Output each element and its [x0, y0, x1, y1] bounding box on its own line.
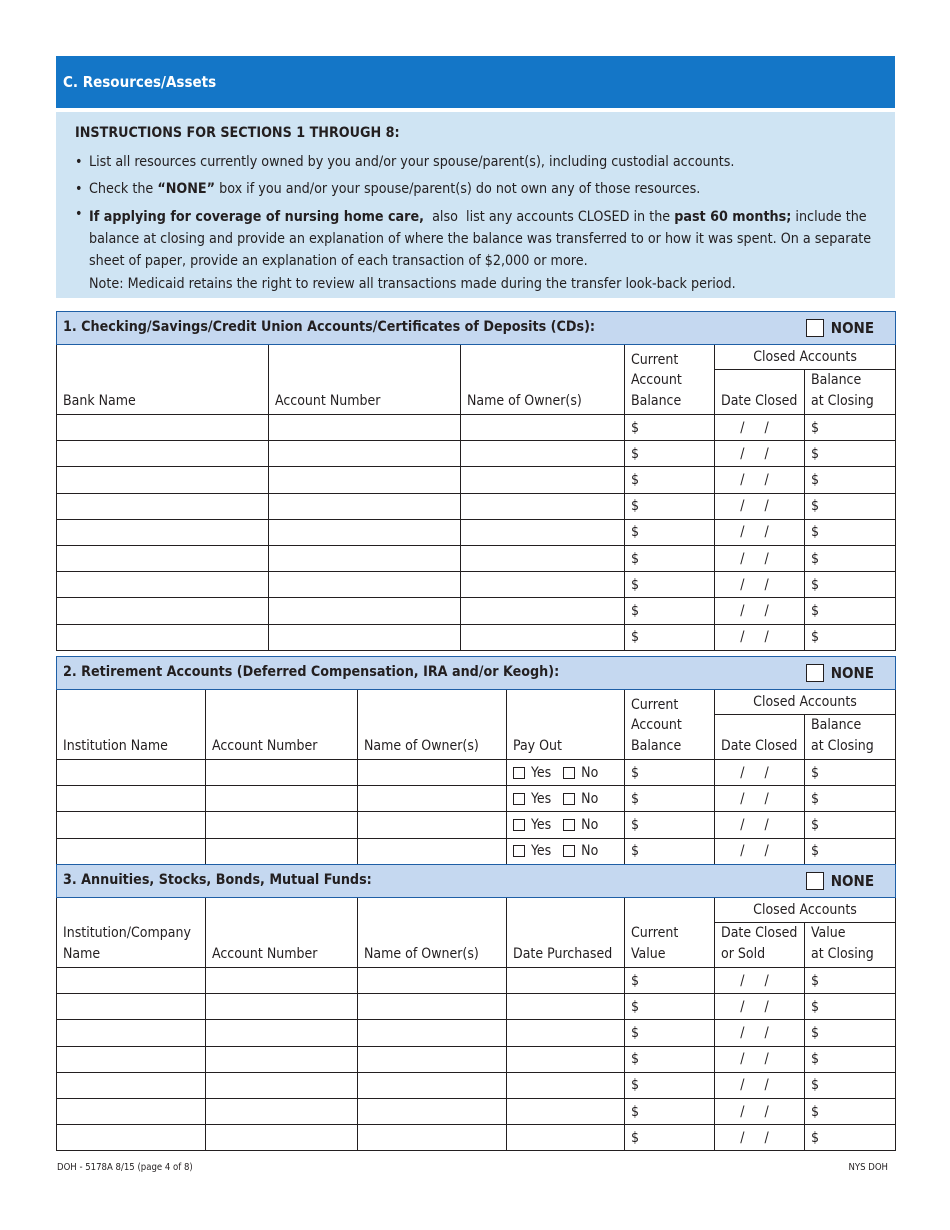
institution-name-field[interactable] — [57, 968, 206, 994]
current-balance-field[interactable]: $ — [625, 812, 715, 838]
owner-field[interactable] — [358, 1046, 507, 1072]
col-date-purchased: Date Purchased — [507, 898, 625, 968]
payout-field — [507, 760, 625, 786]
section2-title: 2. Retirement Accounts (Deferred Compensation, IRA and/or Keogh): — [63, 664, 560, 680]
table-row — [57, 572, 896, 598]
institution-name-field[interactable] — [57, 838, 206, 864]
instructions-title: INSTRUCTIONS FOR SECTIONS 1 THROUGH 8: — [75, 125, 400, 141]
bank-name-field[interactable] — [57, 493, 269, 519]
owner-field[interactable] — [358, 968, 507, 994]
col-current-value: Current Value — [625, 898, 715, 968]
current-value-field[interactable]: $ — [625, 968, 715, 994]
table-row — [57, 760, 896, 786]
col-account-number: Account Number — [269, 345, 461, 415]
value-closing-field[interactable]: $ — [805, 1098, 896, 1124]
date-slashes: / / — [740, 498, 769, 515]
account-number-field[interactable] — [206, 1046, 358, 1072]
current-balance-field[interactable]: $ — [625, 493, 715, 519]
balance-closing-field[interactable]: $ — [805, 519, 896, 545]
yes-checkbox[interactable] — [513, 819, 525, 831]
balance-closing-field[interactable]: $ — [805, 760, 896, 786]
current-value-field[interactable]: $ — [625, 1125, 715, 1151]
table-row — [57, 624, 896, 650]
section1-title-row — [57, 312, 896, 345]
table-row — [57, 968, 896, 994]
section2-table — [56, 656, 896, 865]
col-closed-accounts: Closed Accounts — [715, 898, 896, 923]
table-row — [57, 441, 896, 467]
account-number-field[interactable] — [206, 786, 358, 812]
table-row — [57, 812, 896, 838]
instruction-item: • If applying for coverage of nursing home care, also list any accounts CLOSED in the past 60 months; include the balance at closing and provide an explanation of where the balance was transferred to or how it was spent. On a separate sheet of paper, provide an explanation of each transaction of $2,000 or more. Note: Medicaid retains the right to review all transactions made during the transfer look-back period. — [75, 203, 895, 295]
date-slashes: / / — [740, 998, 769, 1015]
owner-field[interactable] — [461, 519, 625, 545]
date-slashes: / / — [740, 629, 769, 646]
date-closed-field[interactable] — [715, 1020, 805, 1046]
form-id: DOH - 5178A 8/15 (page 4 of 8) — [57, 1162, 193, 1173]
owner-field[interactable] — [461, 415, 625, 441]
col-date-closed: Date Closed — [715, 715, 805, 760]
owner-field[interactable] — [461, 624, 625, 650]
date-closed-field[interactable] — [715, 968, 805, 994]
payout-yes-option[interactable]: Yes — [513, 817, 551, 833]
section2-title-row — [57, 657, 896, 690]
owner-field[interactable] — [358, 1020, 507, 1046]
bank-name-field[interactable] — [57, 598, 269, 624]
account-number-field[interactable] — [269, 415, 461, 441]
institution-name-field[interactable] — [57, 812, 206, 838]
owner-field[interactable] — [461, 441, 625, 467]
owner-field[interactable] — [461, 572, 625, 598]
owner-field[interactable] — [358, 1125, 507, 1151]
table-row — [57, 1020, 896, 1046]
col-payout: Pay Out — [507, 690, 625, 760]
yes-checkbox[interactable] — [513, 845, 525, 857]
bank-name-field[interactable] — [57, 572, 269, 598]
col-value-closing: Value at Closing — [805, 923, 896, 968]
col-date-closed: Date Closed — [715, 370, 805, 415]
table-row — [57, 786, 896, 812]
instructions-list — [75, 149, 895, 295]
section3-table — [56, 864, 896, 1151]
payout-no-option[interactable]: No — [563, 817, 598, 833]
section2-none-option[interactable]: NONE — [806, 664, 874, 682]
date-slashes: / / — [740, 1077, 769, 1094]
date-slashes: / / — [740, 790, 769, 807]
balance-closing-field[interactable]: $ — [805, 545, 896, 571]
date-closed-field[interactable] — [715, 994, 805, 1020]
institution-name-field[interactable] — [57, 1072, 206, 1098]
date-closed-field[interactable] — [715, 786, 805, 812]
section3-title-row — [57, 865, 896, 898]
col-account-number: Account Number — [206, 690, 358, 760]
account-number-field[interactable] — [206, 968, 358, 994]
date-slashes: / / — [740, 602, 769, 619]
payout-yes-option[interactable]: Yes — [513, 765, 551, 781]
date-closed-field[interactable] — [715, 467, 805, 493]
date-purchased-field[interactable] — [507, 1098, 625, 1124]
date-purchased-field[interactable] — [507, 968, 625, 994]
col-current-balance: Current Account Balance — [625, 345, 715, 415]
date-closed-field[interactable] — [715, 493, 805, 519]
bank-name-field[interactable] — [57, 441, 269, 467]
date-closed-field[interactable] — [715, 545, 805, 571]
col-date-closed-sold: Date Closed or Sold — [715, 923, 805, 968]
date-purchased-field[interactable] — [507, 1072, 625, 1098]
section1-table — [56, 311, 896, 651]
yes-checkbox[interactable] — [513, 767, 525, 779]
table-row — [57, 838, 896, 864]
bank-name-field[interactable] — [57, 467, 269, 493]
instructions-panel — [56, 112, 895, 298]
date-closed-field[interactable] — [715, 1125, 805, 1151]
value-closing-field[interactable]: $ — [805, 1072, 896, 1098]
balance-closing-field[interactable]: $ — [805, 467, 896, 493]
current-value-field[interactable]: $ — [625, 1046, 715, 1072]
col-balance-closing: Balance at Closing — [805, 370, 896, 415]
account-number-field[interactable] — [206, 1072, 358, 1098]
account-number-field[interactable] — [269, 441, 461, 467]
col-owner: Name of Owner(s) — [461, 345, 625, 415]
account-number-field[interactable] — [269, 493, 461, 519]
current-balance-field[interactable]: $ — [625, 415, 715, 441]
account-number-field[interactable] — [269, 624, 461, 650]
current-value-field[interactable]: $ — [625, 1020, 715, 1046]
section1-none-option[interactable]: NONE — [806, 319, 874, 337]
balance-closing-field[interactable]: $ — [805, 786, 896, 812]
agency-name: NYS DOH — [848, 1162, 888, 1173]
value-closing-field[interactable]: $ — [805, 1046, 896, 1072]
col-closed-accounts: Closed Accounts — [715, 690, 896, 715]
date-slashes: / / — [740, 1051, 769, 1068]
current-balance-field[interactable]: $ — [625, 572, 715, 598]
none-checkbox[interactable] — [806, 872, 824, 890]
account-number-field[interactable] — [206, 1098, 358, 1124]
balance-closing-field[interactable]: $ — [805, 598, 896, 624]
col-bank-name: Bank Name — [57, 345, 269, 415]
table-row — [57, 467, 896, 493]
current-value-field[interactable]: $ — [625, 1072, 715, 1098]
bank-name-field[interactable] — [57, 415, 269, 441]
date-closed-field[interactable] — [715, 441, 805, 467]
current-balance-field[interactable]: $ — [625, 760, 715, 786]
current-balance-field[interactable]: $ — [625, 467, 715, 493]
date-closed-field[interactable] — [715, 415, 805, 441]
current-balance-field[interactable]: $ — [625, 441, 715, 467]
date-slashes: / / — [740, 576, 769, 593]
col-institution-name: Institution Name — [57, 690, 206, 760]
section-header — [56, 56, 895, 108]
date-slashes: / / — [740, 445, 769, 462]
bank-name-field[interactable] — [57, 519, 269, 545]
owner-field[interactable] — [358, 838, 507, 864]
table-row — [57, 415, 896, 441]
balance-closing-field[interactable]: $ — [805, 415, 896, 441]
account-number-field[interactable] — [206, 1020, 358, 1046]
payout-field — [507, 838, 625, 864]
col-closed-accounts: Closed Accounts — [715, 345, 896, 370]
table-row — [57, 493, 896, 519]
payout-field — [507, 786, 625, 812]
owner-field[interactable] — [358, 1098, 507, 1124]
current-balance-field[interactable]: $ — [625, 838, 715, 864]
section-title: C. Resources/Assets — [63, 73, 217, 91]
table-row — [57, 519, 896, 545]
date-purchased-field[interactable] — [507, 994, 625, 1020]
section1-title: 1. Checking/Savings/Credit Union Accounts/Certificates of Deposits (CDs): — [63, 319, 596, 335]
institution-name-field[interactable] — [57, 1020, 206, 1046]
payout-no-option[interactable]: No — [563, 791, 598, 807]
instruction-item: • List all resources currently owned by you and/or your spouse/parent(s), including custodial accounts. — [75, 149, 895, 176]
date-closed-field[interactable] — [715, 624, 805, 650]
account-number-field[interactable] — [206, 838, 358, 864]
institution-name-field[interactable] — [57, 1098, 206, 1124]
table-row — [57, 545, 896, 571]
value-closing-field[interactable]: $ — [805, 1020, 896, 1046]
section3-none-option[interactable]: NONE — [806, 872, 874, 890]
current-balance-field[interactable]: $ — [625, 598, 715, 624]
owner-field[interactable] — [461, 493, 625, 519]
account-number-field[interactable] — [269, 519, 461, 545]
payout-yes-option[interactable]: Yes — [513, 791, 551, 807]
date-slashes: / / — [740, 524, 769, 541]
owner-field[interactable] — [358, 994, 507, 1020]
date-slashes: / / — [740, 550, 769, 567]
institution-name-field[interactable] — [57, 994, 206, 1020]
account-number-field[interactable] — [269, 598, 461, 624]
current-balance-field[interactable]: $ — [625, 545, 715, 571]
balance-closing-field[interactable]: $ — [805, 838, 896, 864]
balance-closing-field[interactable]: $ — [805, 812, 896, 838]
table-row — [57, 1046, 896, 1072]
current-value-field[interactable]: $ — [625, 1098, 715, 1124]
owner-field[interactable] — [461, 598, 625, 624]
instruction-item: • Check the “NONE” box if you and/or your spouse/parent(s) do not own any of those resources. — [75, 176, 895, 203]
owner-field[interactable] — [461, 467, 625, 493]
balance-closing-field[interactable]: $ — [805, 441, 896, 467]
value-closing-field[interactable]: $ — [805, 968, 896, 994]
current-balance-field[interactable]: $ — [625, 624, 715, 650]
payout-yes-option[interactable]: Yes — [513, 843, 551, 859]
account-number-field[interactable] — [269, 467, 461, 493]
account-number-field[interactable] — [206, 812, 358, 838]
date-closed-field[interactable] — [715, 1072, 805, 1098]
date-closed-field[interactable] — [715, 598, 805, 624]
date-closed-field[interactable] — [715, 1046, 805, 1072]
bank-name-field[interactable] — [57, 624, 269, 650]
owner-field[interactable] — [358, 760, 507, 786]
account-number-field[interactable] — [269, 572, 461, 598]
date-slashes: / / — [740, 1103, 769, 1120]
owner-field[interactable] — [461, 545, 625, 571]
balance-closing-field[interactable]: $ — [805, 572, 896, 598]
table-row — [57, 1098, 896, 1124]
col-balance-closing: Balance at Closing — [805, 715, 896, 760]
institution-name-field[interactable] — [57, 760, 206, 786]
payout-no-option[interactable]: No — [563, 843, 598, 859]
account-number-field[interactable] — [206, 760, 358, 786]
date-slashes: / / — [740, 816, 769, 833]
account-number-field[interactable] — [206, 994, 358, 1020]
date-slashes: / / — [740, 972, 769, 989]
date-slashes: / / — [740, 471, 769, 488]
table-row — [57, 1125, 896, 1151]
current-value-field[interactable]: $ — [625, 994, 715, 1020]
col-current-balance: Current Account Balance — [625, 690, 715, 760]
date-slashes: / / — [740, 1024, 769, 1041]
none-checkbox[interactable] — [806, 664, 824, 682]
date-slashes: / / — [740, 419, 769, 436]
table-row — [57, 994, 896, 1020]
col-institution-name: Institution/Company Name — [57, 898, 206, 968]
account-number-field[interactable] — [206, 1125, 358, 1151]
date-closed-field[interactable] — [715, 1098, 805, 1124]
date-closed-field[interactable] — [715, 572, 805, 598]
section3-title: 3. Annuities, Stocks, Bonds, Mutual Funds: — [63, 872, 372, 888]
balance-closing-field[interactable]: $ — [805, 493, 896, 519]
date-closed-field[interactable] — [715, 519, 805, 545]
bank-name-field[interactable] — [57, 545, 269, 571]
owner-field[interactable] — [358, 812, 507, 838]
current-balance-field[interactable]: $ — [625, 786, 715, 812]
institution-name-field[interactable] — [57, 786, 206, 812]
owner-field[interactable] — [358, 1072, 507, 1098]
value-closing-field[interactable]: $ — [805, 1125, 896, 1151]
value-closing-field[interactable]: $ — [805, 994, 896, 1020]
payout-no-option[interactable]: No — [563, 765, 598, 781]
date-purchased-field[interactable] — [507, 1125, 625, 1151]
institution-name-field[interactable] — [57, 1125, 206, 1151]
institution-name-field[interactable] — [57, 1046, 206, 1072]
date-closed-field[interactable] — [715, 838, 805, 864]
table-row — [57, 598, 896, 624]
date-purchased-field[interactable] — [507, 1020, 625, 1046]
yes-checkbox[interactable] — [513, 793, 525, 805]
table-row — [57, 1072, 896, 1098]
owner-field[interactable] — [358, 786, 507, 812]
no-checkbox[interactable] — [563, 845, 575, 857]
no-checkbox[interactable] — [563, 819, 575, 831]
col-owner: Name of Owner(s) — [358, 690, 507, 760]
col-owner: Name of Owner(s) — [358, 898, 507, 968]
date-closed-field[interactable] — [715, 812, 805, 838]
date-closed-field[interactable] — [715, 760, 805, 786]
col-account-number: Account Number — [206, 898, 358, 968]
date-purchased-field[interactable] — [507, 1046, 625, 1072]
balance-closing-field[interactable]: $ — [805, 624, 896, 650]
date-slashes: / / — [740, 1129, 769, 1146]
none-checkbox[interactable] — [806, 319, 824, 337]
account-number-field[interactable] — [269, 545, 461, 571]
payout-field — [507, 812, 625, 838]
no-checkbox[interactable] — [563, 793, 575, 805]
current-balance-field[interactable]: $ — [625, 519, 715, 545]
date-slashes: / / — [740, 843, 769, 860]
no-checkbox[interactable] — [563, 767, 575, 779]
date-slashes: / / — [740, 764, 769, 781]
